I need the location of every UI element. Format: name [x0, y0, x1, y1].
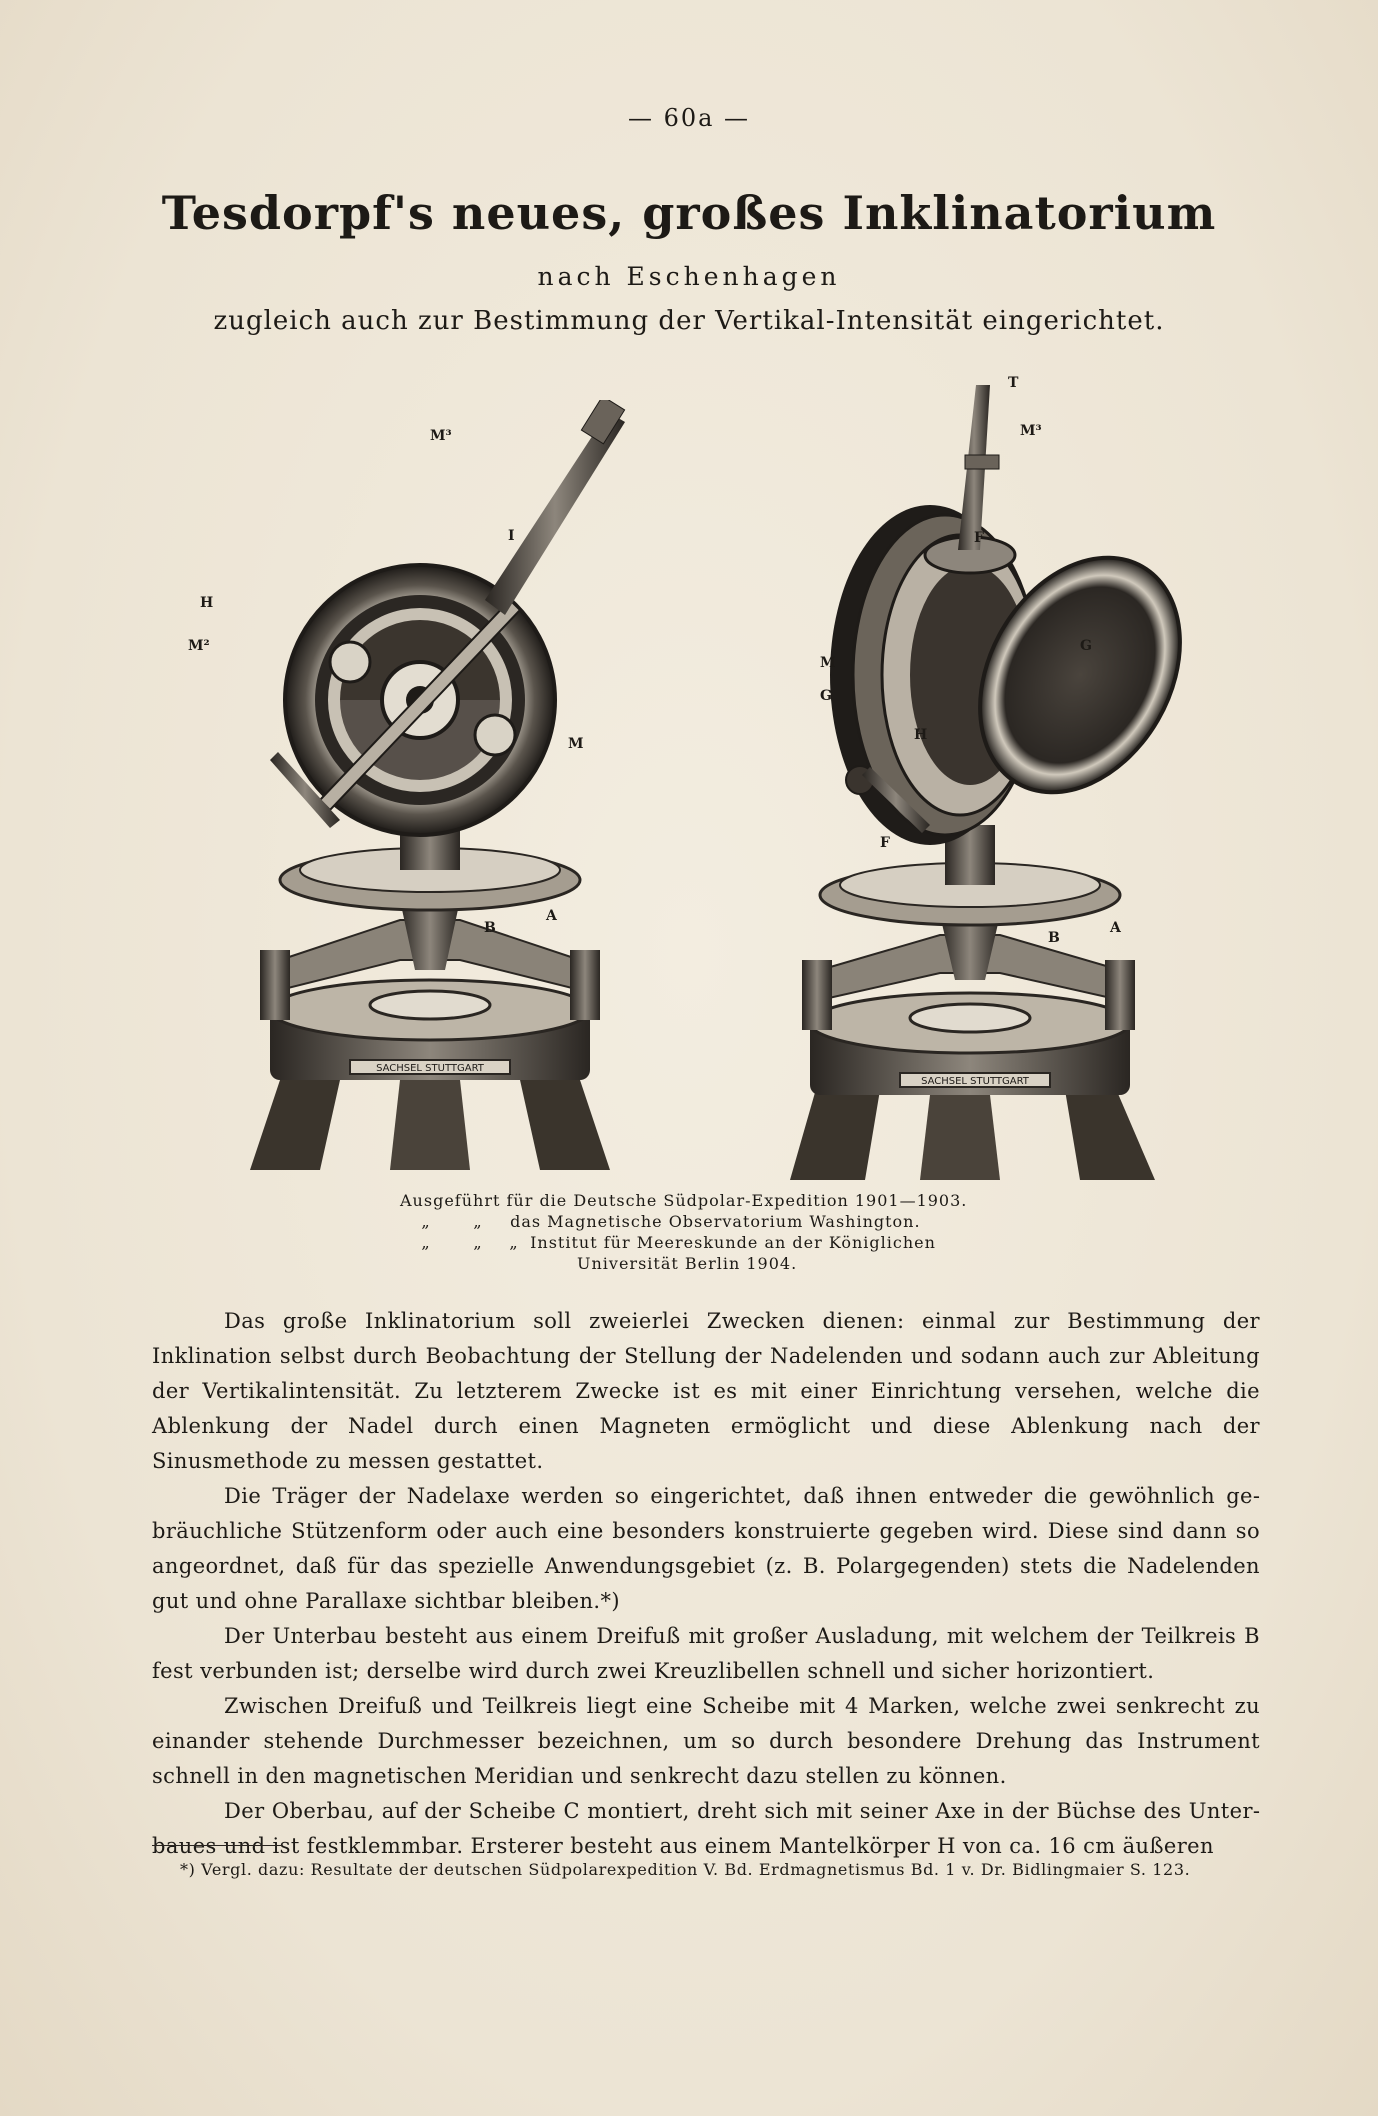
right-label-m: M	[820, 655, 836, 671]
left-label-m2: M²	[188, 638, 210, 654]
right-label-f-bottom: F	[880, 835, 890, 851]
body-text	[152, 1304, 1260, 1864]
left-label-b: B	[484, 920, 496, 936]
page-number: — 60a —	[627, 104, 751, 132]
caption-ditto: „	[509, 1233, 519, 1252]
caption-line-2	[400, 1211, 1040, 1232]
footnote: *) Vergl. dazu: Resultate der deutschen Südpolarexpedition V. Bd. Erdmagnetismus Bd. 1 v. Dr. Bidlingmaier S. 123.	[180, 1860, 1191, 1879]
left-brand-engraving: SACHSEL STUTTGART	[376, 1063, 484, 1074]
caption-line-4	[400, 1253, 1040, 1274]
left-label-i: I	[508, 528, 515, 544]
subtitle-line-2: zugleich auch zur Bestimmung der Vertikal-Intensität eingerichtet.	[213, 306, 1165, 336]
caption-line-1: Ausgeführt für die Deutsche Südpolar-Expedition 1901—1903.	[400, 1191, 968, 1210]
right-label-m3: M³	[1020, 423, 1042, 439]
caption-line-2-text: das Magnetische Observatorium Washington.	[510, 1212, 921, 1231]
caption-ditto: „	[421, 1212, 431, 1231]
figure-caption	[400, 1190, 1040, 1274]
right-label-a: A	[1110, 920, 1121, 936]
inclinatorium-front-illustration	[230, 400, 630, 1180]
caption-line-4-text: Universität Berlin 1904.	[577, 1254, 798, 1273]
footnote-rule	[152, 1845, 282, 1846]
paragraph: Der Oberbau, auf der Scheibe C montiert, dreht sich mit seiner Axe in der Büchse des Unterbaues und ist festklemmbar. Ersterer besteht aus einem Mantelkörper H von ca. 16 cm äußeren	[152, 1799, 1260, 1858]
right-label-h: H	[914, 727, 928, 743]
left-label-h: H	[200, 595, 214, 611]
paragraph: Der Unterbau besteht aus einem Dreifuß mit großer Ausladung, mit welchem der Teilkreis B fest verbunden ist; derselbe wird durch zwei Kreuzlibellen schnell und sicher horizontiert.	[152, 1624, 1260, 1683]
paragraph: Zwischen Dreifuß und Teilkreis liegt eine Scheibe mit 4 Marken, welche zwei senkrecht zu einander stehende Durchmesser bezeichnen, um so durch besondere Drehung das Instrument schnell in den magnetischen Meridian und senkrecht dazu stellen zu können.	[152, 1694, 1260, 1788]
left-label-a: A	[546, 908, 557, 924]
page-title: Tesdorpf's neues, großes Inklinatorium	[161, 186, 1217, 240]
right-label-g-right: G	[1080, 638, 1092, 654]
right-label-g-left: G	[820, 688, 832, 704]
caption-line-3	[400, 1232, 1040, 1253]
figure-inclinatorium-front	[188, 400, 630, 1180]
paragraph: Die Träger der Nadelaxe werden so eingerichtet, daß ihnen entweder die gewöhnlich gebräuchliche Stützenform oder auch eine besonders konstruierte gegeben wird. Diese sind dann so angeordnet, daß für das spezielle Anwendungsgebiet (z. B. Polargegenden) stets die Nadelenden gut und ohne Parallaxe sichtbar bleiben.*)	[152, 1484, 1260, 1613]
paragraph: Das große Inklinatorium soll zweierlei Zwecken dienen: einmal zur Bestimmung der Inklination selbst durch Beobachtung der Stellung der Nadelenden und sodann auch zur Ableitung der Vertikalintensität. Zu letzterem Zwecke ist es mit einer Einrichtung versehen, welche die Ablenkung der Nadel durch einen Magneten ermöglicht und diese Ablenkung nach der Sinusmethode zu messen gestattet.	[152, 1309, 1260, 1473]
caption-ditto: „	[421, 1233, 431, 1252]
right-brand-engraving: SACHSEL STUTTGART	[921, 1076, 1029, 1087]
left-label-m: M	[568, 736, 584, 752]
caption-line-3-text: Institut für Meereskunde an der Königlichen	[530, 1233, 936, 1252]
inclinatorium-open-illustration	[780, 375, 1200, 1185]
right-label-t: T	[1008, 375, 1019, 391]
right-label-f-top: F	[974, 530, 984, 546]
subtitle-line-1: nach Eschenhagen	[537, 262, 841, 291]
left-label-m3: M³	[430, 428, 452, 444]
caption-ditto: „	[473, 1212, 483, 1231]
figure-inclinatorium-open	[780, 375, 1200, 1185]
right-label-b: B	[1048, 930, 1060, 946]
caption-ditto: „	[473, 1233, 483, 1252]
